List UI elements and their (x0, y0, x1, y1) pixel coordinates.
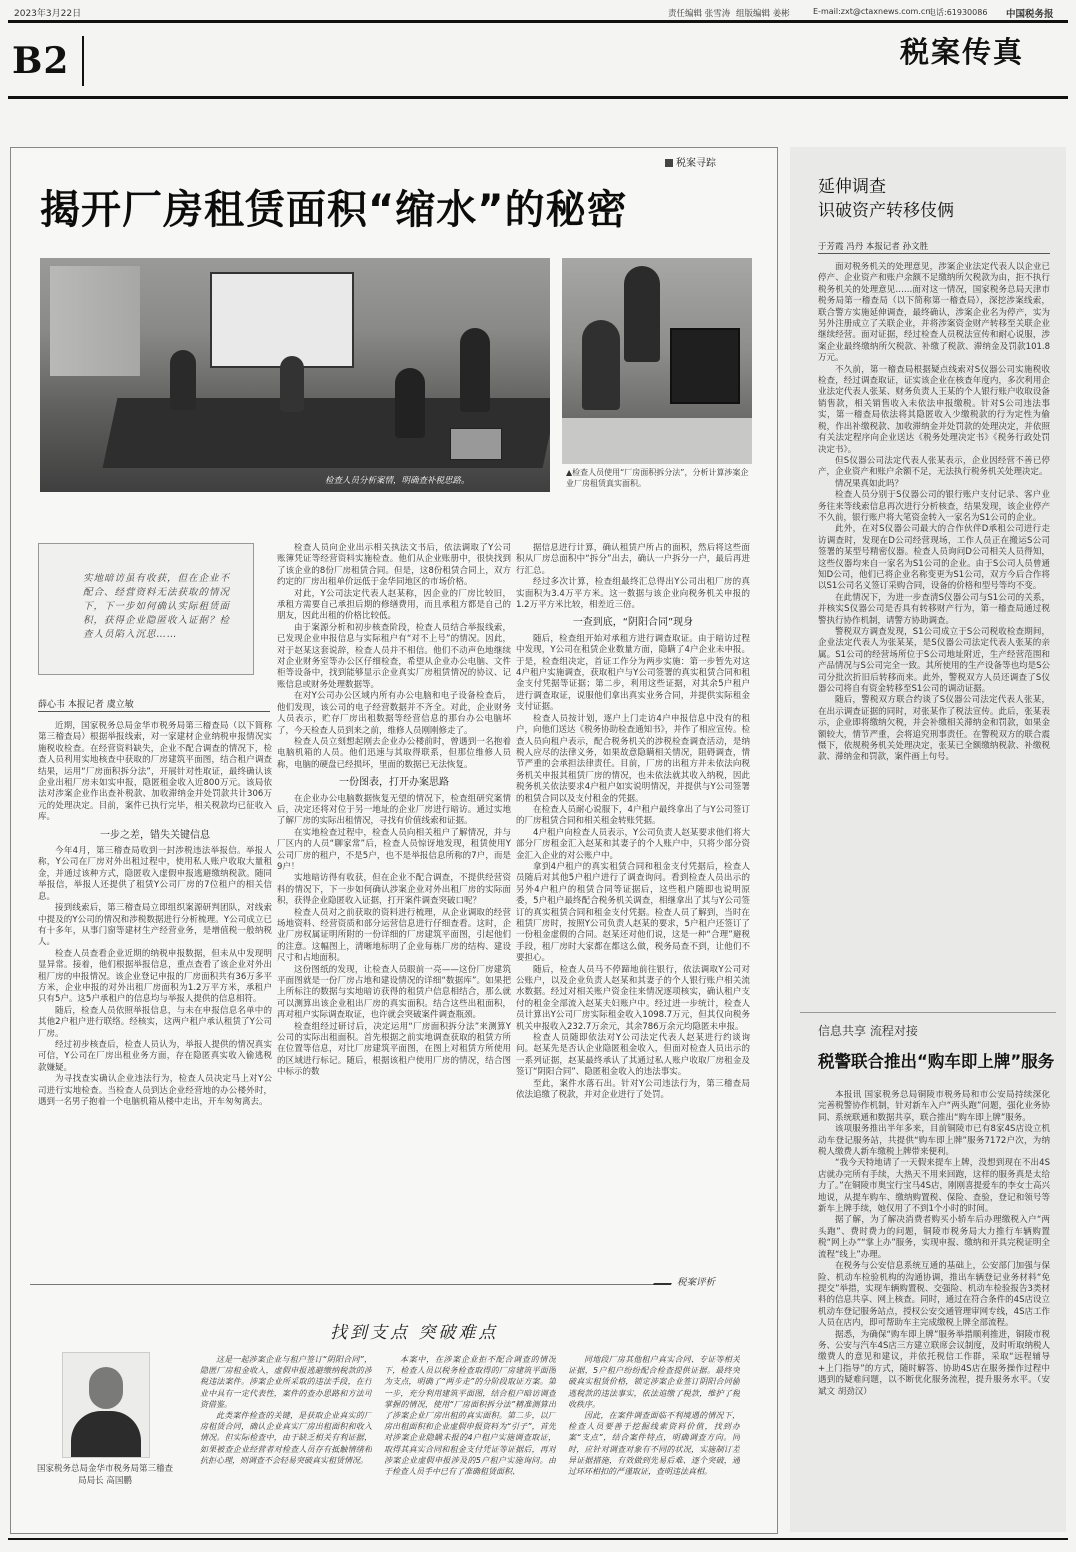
paragraph: 情况果真如此吗？ (835, 478, 904, 489)
sidebar-story2-title: 税警联合推出“购车即上牌”服务 (818, 1052, 1055, 1071)
page-number: B2 (12, 40, 70, 82)
paragraph: 检查人员向企业出示相关执法文书后，依法调取了Y公司账簿凭证等经营资料实施检查。他们从企业账册中，很快找到了该企业的8份厂房租赁合同。但是，这8份租赁合同上，双方约定的厂房出租单价远低于金华同地区的市场价格。 (277, 543, 511, 588)
sidebar-story2-kicker: 信息共享 流程对接 (818, 1024, 918, 1038)
paragraph: 实地暗访得有收获，但在企业不配合调查，不提供经营资料的情况下，下一步如何确认涉案企业对外出租厂房的实际面积，获得企业隐匿收入证据，打开案件调查突破口呢？ (277, 873, 511, 907)
photo2-monitor (670, 328, 740, 404)
photo2-person-seated (582, 320, 620, 410)
section-title: 税案传真 (900, 35, 1025, 69)
commentary-column-2 (384, 1354, 556, 1522)
commentary-column-3 (568, 1354, 740, 1522)
photo-inspector (562, 258, 752, 464)
section-rule (8, 96, 1068, 99)
columnist-head (89, 1367, 123, 1409)
paragraph: 经过多次计算，检查组最终汇总得出Y公司出租厂房的真实面积为3.4万平方米。这一数据与该企业向税务机关申报的1.2万平方米比较，相差近三倍。 (516, 577, 750, 611)
column-tag (665, 154, 716, 169)
paragraph: 据信息进行计算，确认租赁户所占的面积，然后将这些面积从厂房总面积中“拆分”出去，确认一户拆分一户，最后再进行汇总。 (516, 543, 750, 576)
masthead-date: 2023年3月22日 (14, 9, 82, 19)
photo2-caption: ▲检查人员使用“厂房面积拆分法”，分析计算涉案企业厂房租赁真实面积。 (566, 468, 749, 488)
masthead-paper-name: 中国税务报 (1006, 9, 1054, 20)
commentary-title: 找到支点 突破难点 (330, 1323, 499, 1343)
paragraph: 警税双方调查发现，S1公司成立于S公司税收检查期间，企业法定代表人为张某某，是S仪器公司法定代表人张某的亲属。S1公司的经营场所位于S公司地址附近，生产经营范围和产品情况与S公司完全一致。其所使用的生产设备等也均是S公司分批次折旧后转移而来。此外，警税双方人员还调查了S仪器公司将自有资金转移至S1公司的调动证据。 (818, 627, 1050, 695)
subhead-1: 一步之差，错失关键信息 (100, 829, 210, 841)
paragraph: 在对Y公司办公区域内所有办公电脑和电子设备检查后，他们发现，该公司的电子经营数据并不齐全。对此，企业财务人员表示，贮存厂房出租数据等经营信息的那台办公电脑坏了，今天检查人员到来之前，维修人员刚刚修走了。 (277, 691, 511, 736)
columnist-photo (62, 1352, 150, 1458)
photo-person-2 (280, 356, 304, 412)
sidebar-byline-rule (818, 253, 1050, 254)
paragraph: 近期，国家税务总局金华市税务局第三稽查局（以下简称第三稽查局）根据举报线索，对一家建材企业纳税申报情况实施税收检查。在经营资料缺失，企业不配合调查的情况下，检查人员利用实地核查中获取的厂房建筑平面图，结合租户调查结果，运用“厂房面积拆分法”，开展针对性取证，最终确认该企业出租厂房未如实申报，隐匿租金收入近800万元。该局依法对涉案企业作出查补税款、加收滞纳金并处罚款共计306万元的处理决定。目前，案件已执行完毕，相关税款均已征收入库。 (38, 721, 272, 823)
quill-icon (653, 1272, 677, 1285)
paragraph: 4户租户向检查人员表示，Y公司负责人赵某要求他们将大部分厂房租金汇入赵某和其妻子的个人账户中，只将少部分资金汇入企业的对公账户中。 (516, 827, 750, 861)
paragraph: 随后，检查人员依照举报信息，与未在申报信息名单中的其他2户租户进行联络。经核实，这两户租户承认租赁了Y公司厂房。 (38, 1005, 272, 1039)
sidebar-story2-body (818, 1090, 1050, 1524)
paragraph: 该项服务推出半年多来，目前铜陵市已有8家4S店设立机动车登记服务站，共提供“购车即上牌”服务7172户次，为纳税人缴费人新车缴税上牌带来便利。 (818, 1124, 1050, 1158)
masthead-editor: 责任编辑 张雪涛 (668, 9, 731, 19)
article-column-1 (38, 721, 272, 1267)
masthead-email: E-mail:zxt@ctaxnews.com.cn (813, 7, 931, 16)
paragraph: 接到线索后，第三稽查局立即组织案源研判团队，对线索中提及的Y公司的情况和涉税数据进行分析梳理。Y公司成立已有十多年，从事门窗等建材生产经营业务，是增值税一般纳税人。 (38, 903, 272, 948)
photo2-person-standing (624, 266, 660, 362)
paragraph: 据了解，为了解决消费者购买小轿车后办理缴税入户“两头跑”、费时费力的问题，铜陵市税务局大力推行车辆购置税“网上办”“掌上办”服务，实现申报、缴纳和开具完税证明全流程“线上”办理。 (818, 1215, 1050, 1260)
columnist-shoulders (71, 1411, 141, 1457)
article-column-3 (516, 543, 750, 1267)
paragraph: 经过初步核查后，检查人员认为，举报人提供的情况真实可信，Y公司在厂房出租业务方面，存在隐匿真实收入偷逃税款嫌疑。 (38, 1039, 272, 1073)
paragraph: 检查人员对之前获取的资料进行梳理，从企业调取的经营场地资料、经营资质和部分运营信息进行仔细查看。这时，企业厂房权属证明所附的一份详细的厂房建筑平面图，引起他们的注意。这幅图上，清晰地标明了企业每栋厂房的结构、建设尺寸和占地面积。 (277, 907, 511, 964)
paragraph: 在税务与公安信息系统互通的基础上，公安部门加强与保险、机动车检验机构的沟通协调，推出车辆登记业务材料“免提交”举措，实现车辆购置税、交强险、机动车检验报告3类材料的信息共享、网上核查。同时，通过在符合条件的4S店设立机动车登记服务站点，授权公安交通管理审网专线，4S店工作人员在店内，即可帮助车主完成缴税上牌全部流程。 (818, 1261, 1050, 1329)
commentary-column-1 (200, 1354, 372, 1522)
paragraph: 在检查人员耐心说服下，4户租户最终拿出了与Y公司签订的厂房租赁合同和相关租金转账凭据。 (516, 804, 750, 827)
headline: 揭开厂房租赁面积“缩水”的秘密 (40, 187, 628, 233)
photo2-desk (562, 418, 752, 464)
photo-person-4 (460, 328, 490, 412)
tag-square-icon (665, 159, 673, 167)
subhead-2: 一份图表，打开办案思路 (339, 777, 449, 789)
photo-window (50, 266, 140, 376)
bottom-rule (8, 1538, 1068, 1540)
paragraph: 在实地检查过程中，检查人员向相关租户了解情况，并与厂区内的人员“聊家常”后，检查人员惊讶地发现，租赁使用Y公司厂房的租户，不是5户，也不是举报信息所称的7户，而是9户！ (277, 827, 511, 872)
paragraph: 此类案件检查的关键，是获取企业真实的厂房租赁合同，确认企业真实厂房出租面积和收入情况。但实际检查中，由于缺乏相关有利证据，如果被查企业经营者对检查人员存有抵触情绪和抗拒心理，则调查不会轻易突破真实租赁情况。 (200, 1411, 372, 1465)
paragraph: 今年4月，第三稽查局收到一封涉税违法举报信。举报人称，Y公司在厂房对外出租过程中，使用私人账户收取大量租金，并通过该种方式，隐匿收入虚假申报逃避缴纳税款。随同举报信，举报人还提供了租赁Y公司厂房的7位租户的相关信息。 (38, 846, 272, 902)
paragraph: 这份图纸的发现，让检查人员眼前一亮——这份厂房建筑平面图就是一份厂房占地和建设情况的详细“数据库”。如果把上所标注的数据与实地暗访获得的租赁户信息相结合，那么就可以测算出该企业租出厂房的真实面积。结合这些出租面积，再对租户实际调查取证，也许就会突破案件调查瓶颈。 (277, 964, 511, 1021)
paragraph: 这是一起涉案企业与租户签订“阴阳合同”，隐匿厂房租金收入，虚假申报逃避缴纳税款的涉税违法案件。涉案企业所采取的违法手段，在行业中具有一定代表性，案件的查办思路和方法可资借鉴。 (200, 1355, 372, 1409)
paragraph: 此外，在对S仪器公司最大的合作伙伴D承租公司进行走访调查时，发现在D公司经营现场，工作人员正在搬运S公司签署的某型号精密仪器。检查人员询问D公司相关人员得知，这些仪器均来自一家名为S1公司的企业。由于S公司人员曾通知D公司，他们已将企业名称变更为S1公司，双方今后合作将以S1公司名义签订采购合同，设备的价格和型号等均不变。 (818, 524, 1050, 592)
sidebar-story1-byline: 于芳霞 冯丹 本报记者 孙文胜 (818, 242, 929, 252)
paragraph: 同地段厂房其他租户真实合同、专证等相关证据，5户租户纷纷配合检查提供证据。最终突破真实租赁价格，锁定涉案企业签订阴阳合同偷逃税款的违法事实，依法追缴了税款，维护了税收秩序。 (568, 1355, 740, 1409)
intro-text: 实地暗访虽有收获，但在企业不配合、经营资料无法获取的情况下，下一步如何确认实际租赁面积，获得企业隐匿收入证据？检查人员陷入沉思…… (83, 573, 231, 640)
photo-office-meeting (40, 258, 550, 492)
commentary-divider (30, 1284, 660, 1285)
paragraph: 随后，检查人员马不停蹄地前往银行，依法调取Y公司对公账户，以及企业负责人赵某和其妻子的个人银行账户相关流水数据。经过对相关账户资金往来情况逐项核实，确认租户支付的租金全部流入赵某夫妇账户中。经过进一步统计，检查人员计算出Y公司厂房实际租金收入1098.7万元，但其仅向税务机关申报收入232.7万余元，其余786万余元均隐匿未申报。 (516, 964, 750, 1032)
paragraph: 随后，检查组开始对承租方进行调查取证。由于暗访过程中发现，Y公司在租赁企业数量方面，隐瞒了4户企业未申报。于是，检查组决定，首证工作分为两步实施：第一步暂先对这4户租户实施调查，获取租户与Y公司签署的真实租赁合同和租金支付凭据等证据；第二步，利用这些证据，对其余5户租户进行调查取证，说服他们拿出真实业务合同，并提供实际租金支付证据。 (516, 633, 750, 713)
article-column-2 (277, 543, 511, 1267)
paragraph: 随后，警税双方联合约谈了S仪器公司法定代表人张某，在出示调查证据的同时，对张某作了税法宣传。此后，张某表示，企业即将缴纳欠税，并会补缴相关滞纳金和罚款，如果金额较大，情节严重，会将追究刑事责任。在警税双方的联合震慑下，依规税务机关处理决定，张某已全额缴纳税款、补缴税款、滞纳金和罚款，案件画上句号。 (818, 695, 1050, 763)
paragraph: 拿到4户租户的真实租赁合同和租金支付凭据后，检查人员随后对其他5户租户进行了调查询问。看到检查人员出示的另外4户租户的租赁合同等证据后，这些租户随即也说明原委，5户租户最终配合税务机关调查，相继拿出了其与Y公司签订的真实租赁合同和租金支付凭据。检查人员了解到，当时在租赁厂房时，按照Y公司负责人赵某的要求，5户租户还签订了一份租金虚假的合同。赵某还对他们说，这是一种“合理”避税手段，租厂房时大家都在都这么做，税务局查不到，让他们不要担心。 (516, 861, 750, 964)
paragraph: 因此，在案件调查面临不利境遇的情况下，检查人员要善于挖掘线索资料价值，找到办案“支点”，结合案件特点，明确调查方向。同时，应针对调查对象有不同的状况，实施制订差异证据措施，有效做到先易后难、逐个突破，通过环环相扣的严谨取证，查明违法真相。 (568, 1411, 740, 1477)
paragraph: 检查人员分别于S仪器公司的银行账户支付记录、客户业务往来等线索信息再次进行分析核查，结果发现，该企业停产不久前，银行账户将大笔资金转入一家名为S1公司的企业。 (818, 490, 1050, 523)
paragraph: “我今天特地请了一天假来提车上牌，没想到现在不出4S店就办完所有手续，大热天不用来回跑，这样的服务真是太给力了。”在铜陵市奥宝行宝马4S店，刚刚喜提爱车的李女士高兴地说，从提车购车、缴纳购置税、保险、查验，登记和领号等新车上牌手续，她仅用了不到1个小时的时间。 (818, 1158, 1050, 1215)
page-number-divider (82, 36, 84, 86)
paragraph: 由于案源分析和初步核查阶段，检查人员结合举报线索，已发现企业申报信息与实际租户有“对不上号”的情况。因此，对于赵某这套说辞，检查人员并不相信。他们不动声色地继续对企业财务室等办公区仔细检查，希望从企业办公电脑、文件柜等设备中，找到能够显示企业真实厂房租赁情况的协议、记账信息或财务处理数据等。 (277, 622, 511, 690)
columnist-caption: 国家税务总局金华市税务局第三稽查局局长 高国鹏 (36, 1464, 173, 1486)
masthead-phone: 电话:61930086 (928, 8, 988, 17)
paragraph: 检查组经过研讨后，决定运用“厂房面积拆分法”来测算Y公司的实际出租面积。首先根据之前实地调查获取的租赁方所在位置等信息，对比厂房建筑平面图，在图上对租赁方所使用的区域进行标记。随后，根据该租户使用厂房的情况，结合图中标示的数 (277, 1021, 511, 1078)
photo-screen (210, 272, 354, 368)
subhead-3: 一查到底，“阴阳合同”现身 (572, 617, 694, 629)
sidebar-story1-body (818, 262, 1050, 1006)
masthead-layout-editor: 组版编辑 姜彬 (736, 9, 790, 19)
paragraph: 在此情况下，为进一步查清S仪器公司与S1公司的关系，并核实S仪器公司是否具有转移财产行为，第一稽查局通过税警执行协作机制，请警方协助调查。 (818, 592, 1050, 626)
masthead-rule (8, 20, 1068, 23)
paragraph: 对此，Y公司法定代表人赵某称，因企业的厂房比较旧，承租方需要自己承担后期的修缮费用，而且承租方都是自己的朋友，因此出租的价格比较低。 (277, 588, 511, 622)
sidebar-divider (800, 1012, 1056, 1013)
paragraph: 至此，案件水落石出。针对Y公司违法行为，第三稽查局依法追缴了税款，并对企业进行了处罚。 (516, 1078, 750, 1101)
commentary-tag-label: 税案评析 (677, 1277, 716, 1288)
paragraph: 为寻找查实确认企业违法行为，检查人员决定马上对Y公司进行实地检查。当检查人员到达企业经营地的办公楼外时，遇到一名男子抱着一个电脑机箱从楼中走出，开车匆匆离去。 (38, 1074, 272, 1107)
paragraph: 据悉，为确保“购车即上牌”服务举措顺利推进，铜陵市税务、公安与汽车4S店三方建立联席会议制度，及时听取纳税人缴费人的意见和建议，并依托税信工作群，采取“远程辅导+上门指导”的方式，随时解答、协助4S店在服务操作过程中遇到的疑难问题，以不断优化服务流程，提升服务水平。（安斌文 胡劲汉） (818, 1329, 1050, 1397)
photo-person-3 (395, 368, 425, 438)
photo-person-1 (170, 350, 196, 410)
sidebar-story1-title-2: 识破资产转移伎俩 (818, 201, 954, 221)
paragraph: 检查人员查看企业近期的纳税申报数据，但未从中发现明显异常。接着，他们根据举报信息，重点查看了该企业对外出租厂房的申报情况。该企业登记申报的厂房面积共有36万多平方米，企业申报的对外出租厂房面积为1.2万平方米，承租户只有5户。这5户承租户的信息均与举报人提供的信息相符。 (38, 948, 272, 1005)
sidebar-story1-title-1: 延伸调查 (818, 177, 886, 197)
paragraph: 本报讯 国家税务总局铜陵市税务局和市公安局持续深化完善税警协作机制，针对新车入户“两头跑”问题，强化业务协同、系统联通和数据共享，联合推出“购车即上牌”服务。 (818, 1090, 1050, 1123)
photo1-caption: 检查人员分析案情，明确查补税思路。 (325, 476, 470, 486)
paragraph: 面对税务机关的处理意见，涉案企业法定代表人以企业已停产、企业资产和账户余额不足缴纳所欠税款为由，拒不执行税务机关的处理意见……面对这一情况，国家税务总局天津市税务局第一稽查局（以下简称第一稽查局），深挖涉案线索，联合警方实施延伸调查，最终确认，涉案企业名为停产，实为另外注册成立了关联企业，并将涉案资金财产转移至关联企业继续经营。面对证据，经过检查人员税法宣传和耐心说服，涉案企业最终缴纳所欠税款、补缴了税款、滞纳金及罚款101.8万元。 (818, 262, 1050, 364)
byline: 薛心韦 本报记者 虞立敏 (38, 700, 134, 710)
photo-laptop (450, 428, 502, 460)
paragraph: 检查人员按计划，逐户上门走访4户申报信息中没有的租户，向他们送达《税务协助检查通知书》，并作了相应宣传。检查人员向租户表示，配合税务机关的涉税检查调查活动，是纳税人应尽的法律义务，如果故意隐瞒相关情况，阻碍调查，情节严重的会承担法律责任。目前，厂房的出租方并未依法向税务机关申报其租赁厂房的情况，也未依法就其收入纳税，因此税务机关依法要求4户租户如实说明情况，并提供与Y公司签署的租赁合同以及支付租金的凭据。 (516, 713, 750, 804)
paragraph: 不久前，第一稽查局根据疑点线索对S仪器公司实施税收检查，经过调查取证，证实该企业在核查年度内，多次利用企业法定代表人张某、财务负责人王某的个人银行账户收取设备销售款，相关销售收入未依法申报缴税。针对S公司违法事实，第一稽查局依法将其隐匿收入少缴税款的行为定性为偷税，作出补缴税款、加收滞纳金并处罚款的处理决定，并依照有关法定程序向企业送达《税务处理决定书》《税务行政处罚决定书》。 (818, 364, 1050, 455)
paragraph: 在企业办公电脑数据恢复无望的情况下，检查组研究案情后，决定还将对位于另一地址的企业厂房进行暗访。通过实地了解厂房的实际出租情况，寻找有价值线索和证据。 (277, 793, 511, 827)
paragraph: 检查人员立刻想起刚去企业办公楼前时，曾遇到一名抱着电脑机箱的人员。他们迅速与其取得联系，但那位维修人员称，电脑的硬盘已经损坏，里面的数据已无法恢复。 (277, 736, 511, 770)
paragraph: 本案中，在涉案企业拒不配合调查的情况下，检查人员以税务检查取得的厂房建筑平面图为支点，明确了“两步走”的分阶段取证方案。第一步，充分利用建筑平面图，结合租户暗访调查掌握的情况，使用“厂房面积拆分法”精准测算出了涉案企业厂房出租的真实面积。第二步，以厂房出租面积和企业虚假申报资料为“引子”，首先对涉案企业隐瞒未报的4户租户实施调查取证，取得其真实合同和租金支付凭证等证据后，再对涉案企业虚假申报涉及的5户租户实施询问。由于检查人员手中已有了准确租赁面积、 (384, 1355, 556, 1477)
byline-rule (38, 711, 270, 712)
paragraph: 检查人员随即依法对Y公司法定代表人赵某进行约谈询问。赵某先是否认企业隐匿租金收入，但面对检查人员出示的一系列证据，赵某最终承认了其通过私人账户收取厂房租金及签订“阴阳合同”、隐匿租金收入的违法事实。 (516, 1033, 750, 1078)
column-tag-label: 税案寻踪 (676, 158, 716, 169)
commentary-tag (656, 1272, 715, 1288)
intro-box (38, 543, 254, 675)
paragraph: 但S仪器公司法定代表人张某表示，企业因经营不善已停产，企业资产和账户余额不足，无法执行税务机关处理决定。 (818, 455, 1050, 478)
